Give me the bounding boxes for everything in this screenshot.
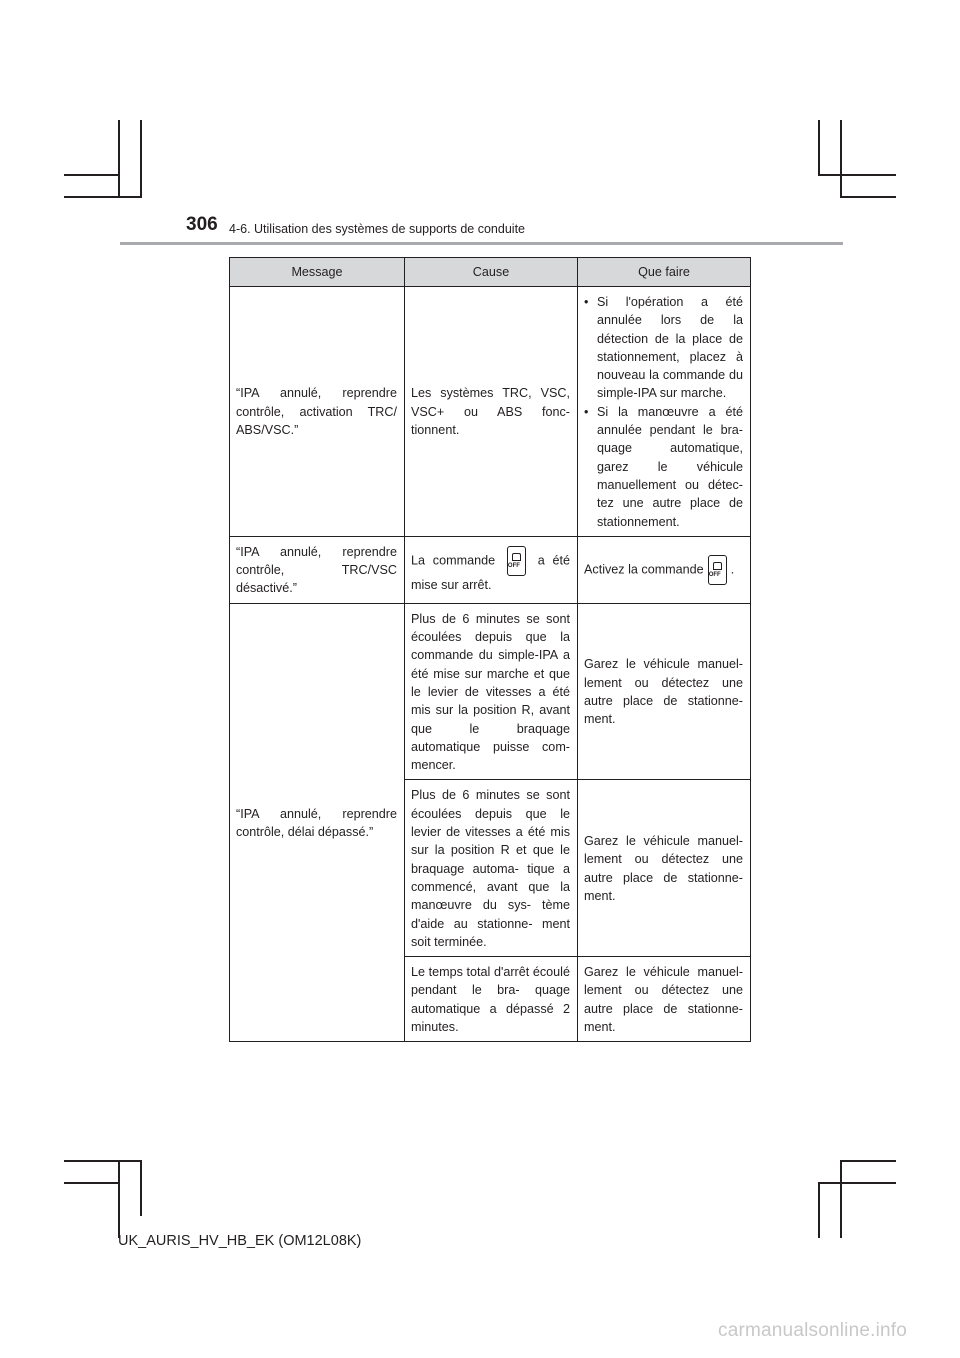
header-action: Que faire (578, 258, 751, 287)
list-item: • Si l'opération a été annulée lors de la détection de la place de stationnement, placez à nouveau la commande du simple-IPA sur marche. (584, 293, 743, 403)
crop-mark (64, 196, 142, 198)
header-message: Message (230, 258, 405, 287)
table-header-row (230, 258, 751, 287)
vsc-off-switch-icon: OFF (507, 546, 526, 576)
message-table (229, 257, 751, 1042)
cause-cell (405, 536, 578, 603)
cause-cell: Les systèmes TRC, VSC, VSC+ ou ABS fonc- tionnent. (405, 287, 578, 537)
page-number: 306 (186, 214, 218, 235)
action-text-after: . (730, 562, 735, 577)
header-cause: Cause (405, 258, 578, 287)
action-cell: Garez le véhicule manuel- lement ou détectez une autre place de stationne- ment. (578, 780, 751, 957)
crop-mark (64, 1182, 120, 1184)
action-cell (578, 536, 751, 603)
message-cell: “IPA annulé, reprendre contrôle, activation TRC/ ABS/VSC.” (230, 287, 405, 537)
table-row (230, 536, 751, 603)
crop-mark (840, 1160, 896, 1162)
action-list (584, 293, 743, 531)
action-cell (578, 287, 751, 537)
crop-mark (64, 174, 120, 176)
crop-mark (818, 1182, 896, 1184)
message-cell: “IPA annulé, reprendre contrôle, TRC/VSC désactivé.” (230, 536, 405, 603)
crop-mark (840, 1160, 842, 1238)
header-divider (120, 242, 843, 245)
cause-cell: Le temps total d'arrêt écoulé pendant le bra- quage automatique a dépassé 2 minutes. (405, 957, 578, 1042)
action-cell: Garez le véhicule manuel- lement ou détectez une autre place de stationne- ment. (578, 603, 751, 780)
crop-mark (818, 120, 820, 176)
crop-mark (140, 120, 142, 198)
watermark: carmanualsonline.info (718, 1320, 908, 1341)
list-item: • Si la manœuvre a été annulée pendant le bra- quage automatique, garez le véhicule manuellement ou détec- tez une autre place de stationnement. (584, 403, 743, 531)
table-row (230, 603, 751, 780)
crop-mark (840, 196, 896, 198)
document-code: UK_AURIS_HV_HB_EK (OM12L08K) (118, 1233, 362, 1249)
cause-cell: Plus de 6 minutes se sont écoulées depuis que la commande du simple-IPA a été mise sur marche et que le levier de vitesses a été mis sur la position R, avant que le braquage automatique puisse com- mencer. (405, 603, 578, 780)
crop-mark (64, 1160, 142, 1162)
crop-mark (818, 1182, 820, 1238)
table-row (230, 287, 751, 537)
action-cell: Garez le véhicule manuel- lement ou détectez une autre place de stationne- ment. (578, 957, 751, 1042)
crop-mark (818, 174, 896, 176)
crop-mark (140, 1160, 142, 1216)
vsc-off-switch-icon: OFF (708, 555, 727, 585)
crop-mark (118, 1160, 120, 1238)
crop-mark (840, 120, 842, 198)
action-text-before: Activez la commande (584, 562, 704, 577)
cause-text-after: a été mise sur arrêt. (411, 553, 571, 593)
cause-text-before: La commande (411, 553, 496, 568)
section-title: 4-6. Utilisation des systèmes de supports de conduite (229, 222, 525, 236)
cause-cell: Plus de 6 minutes se sont écoulées depuis que le levier de vitesses a été mis sur la position R et que le braquage automa- tique a commencé, avant que la manœuvre du sys- tème d'aide au stationne- ment soit terminée. (405, 780, 578, 957)
message-cell: “IPA annulé, reprendre contrôle, délai dépassé.” (230, 603, 405, 1042)
crop-mark (118, 120, 120, 198)
